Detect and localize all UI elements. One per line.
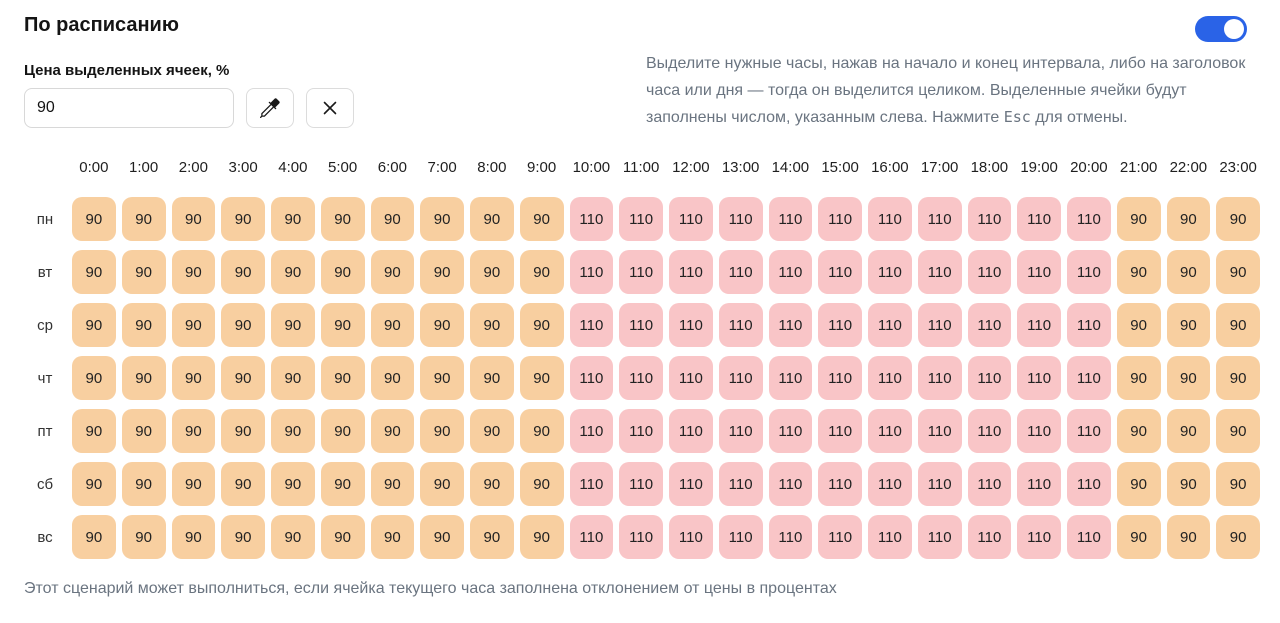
esc-key-label: Esc: [1003, 108, 1031, 126]
schedule-cell[interactable]: 110: [619, 197, 663, 241]
schedule-cell[interactable]: 110: [818, 409, 862, 453]
schedule-cell[interactable]: 110: [1067, 409, 1111, 453]
schedule-cell[interactable]: 90: [271, 356, 315, 400]
hour-header-16:00[interactable]: 16:00: [871, 159, 909, 176]
schedule-cell[interactable]: 90: [321, 197, 365, 241]
schedule-cell[interactable]: 90: [221, 197, 265, 241]
schedule-cell[interactable]: 110: [1067, 303, 1111, 347]
schedule-cell[interactable]: 90: [321, 515, 365, 559]
schedule-cell[interactable]: 110: [918, 303, 962, 347]
schedule-cell[interactable]: 110: [968, 356, 1012, 400]
footer-note: Этот сценарий может выполниться, если ячейка текущего часа заполнена отклонением от цены в процентах: [24, 580, 837, 597]
hour-header-7:00[interactable]: 7:00: [427, 159, 457, 176]
schedule-cell[interactable]: 90: [1117, 356, 1161, 400]
pipette-button[interactable]: [246, 88, 294, 128]
instructions-text: [646, 50, 1260, 131]
schedule-cell[interactable]: 90: [371, 356, 415, 400]
schedule-cell[interactable]: 90: [72, 250, 116, 294]
schedule-cell[interactable]: 90: [371, 303, 415, 347]
schedule-cell[interactable]: 90: [1167, 462, 1211, 506]
schedule-cell[interactable]: 110: [1067, 356, 1111, 400]
hour-header-11:00[interactable]: 11:00: [622, 159, 660, 176]
day-label-ср[interactable]: ср: [37, 316, 53, 334]
schedule-cell[interactable]: 110: [818, 356, 862, 400]
hour-header-5:00[interactable]: 5:00: [328, 159, 358, 176]
schedule-cell[interactable]: 110: [1017, 356, 1061, 400]
schedule-cell[interactable]: 110: [619, 409, 663, 453]
schedule-cell[interactable]: 90: [520, 515, 564, 559]
schedule-cell[interactable]: 90: [321, 356, 365, 400]
hour-header-21:00[interactable]: 21:00: [1119, 159, 1158, 176]
schedule-cell[interactable]: 90: [221, 250, 265, 294]
instructions-part2: для отмены.: [1030, 109, 1128, 126]
schedule-cell[interactable]: 110: [968, 515, 1012, 559]
schedule-cell[interactable]: 90: [1216, 250, 1260, 294]
day-label-чт[interactable]: чт: [37, 369, 53, 387]
schedule-cell[interactable]: 90: [72, 303, 116, 347]
hour-header-14:00[interactable]: 14:00: [771, 159, 810, 176]
schedule-cell[interactable]: 110: [918, 197, 962, 241]
day-label-вт[interactable]: вт: [37, 263, 53, 281]
hour-header-10:00[interactable]: 10:00: [572, 159, 611, 176]
schedule-cell[interactable]: 90: [420, 462, 464, 506]
schedule-cell[interactable]: 90: [470, 250, 514, 294]
schedule-cell[interactable]: 110: [769, 197, 813, 241]
hour-header-9:00[interactable]: 9:00: [527, 159, 557, 176]
schedule-cell[interactable]: 90: [420, 356, 464, 400]
schedule-cell[interactable]: 110: [918, 515, 962, 559]
schedule-cell[interactable]: 90: [72, 515, 116, 559]
schedule-cell[interactable]: 90: [1117, 462, 1161, 506]
schedule-cell[interactable]: 90: [1167, 250, 1211, 294]
schedule-cell[interactable]: 90: [72, 409, 116, 453]
schedule-cell[interactable]: 90: [520, 462, 564, 506]
schedule-cell[interactable]: 90: [420, 250, 464, 294]
schedule-cell[interactable]: 90: [1167, 197, 1211, 241]
schedule-cell[interactable]: 90: [1117, 197, 1161, 241]
hour-header-18:00[interactable]: 18:00: [970, 159, 1009, 176]
schedule-cell[interactable]: 110: [868, 197, 912, 241]
schedule-cell[interactable]: 90: [122, 197, 166, 241]
schedule-cell[interactable]: 90: [72, 197, 116, 241]
schedule-cell[interactable]: 110: [868, 250, 912, 294]
schedule-cell[interactable]: 90: [1117, 303, 1161, 347]
eyedropper-icon: [260, 98, 280, 118]
schedule-cell[interactable]: 90: [221, 303, 265, 347]
schedule-cell[interactable]: 110: [719, 515, 763, 559]
schedule-cell[interactable]: 110: [719, 462, 763, 506]
schedule-cell[interactable]: 90: [172, 462, 216, 506]
schedule-cell[interactable]: 110: [1017, 303, 1061, 347]
schedule-cell[interactable]: 90: [420, 409, 464, 453]
schedule-cell[interactable]: 110: [918, 462, 962, 506]
schedule-cell[interactable]: 90: [122, 356, 166, 400]
hour-header-3:00[interactable]: 3:00: [228, 159, 258, 176]
page-title: По расписанию: [24, 14, 179, 36]
schedule-cell[interactable]: 90: [271, 197, 315, 241]
hour-header-17:00[interactable]: 17:00: [920, 159, 959, 176]
schedule-cell[interactable]: 90: [172, 356, 216, 400]
schedule-cell[interactable]: 110: [719, 197, 763, 241]
schedule-cell[interactable]: 110: [1017, 409, 1061, 453]
schedule-cell[interactable]: 90: [321, 303, 365, 347]
schedule-cell[interactable]: 110: [968, 462, 1012, 506]
schedule-cell[interactable]: 110: [918, 250, 962, 294]
schedule-cell[interactable]: 110: [968, 250, 1012, 294]
day-label-сб[interactable]: сб: [36, 475, 54, 493]
schedule-cell[interactable]: 90: [221, 409, 265, 453]
clear-button[interactable]: [306, 88, 354, 128]
schedule-cell[interactable]: 90: [520, 409, 564, 453]
schedule-cell[interactable]: 110: [669, 356, 713, 400]
schedule-cell[interactable]: 90: [371, 409, 415, 453]
schedule-cell[interactable]: 110: [570, 462, 614, 506]
schedule-cell[interactable]: 110: [818, 250, 862, 294]
schedule-cell[interactable]: 110: [868, 356, 912, 400]
schedule-cell[interactable]: 90: [470, 515, 514, 559]
schedule-cell[interactable]: 110: [968, 303, 1012, 347]
schedule-cell[interactable]: 110: [1017, 250, 1061, 294]
schedule-cell[interactable]: 110: [619, 515, 663, 559]
hour-header-4:00[interactable]: 4:00: [278, 159, 308, 176]
schedule-cell[interactable]: 90: [321, 462, 365, 506]
day-label-пт[interactable]: пт: [37, 422, 53, 440]
schedule-cell[interactable]: 90: [1167, 356, 1211, 400]
schedule-cell[interactable]: 110: [769, 409, 813, 453]
schedule-cell[interactable]: 110: [769, 462, 813, 506]
schedule-cell[interactable]: 90: [1117, 515, 1161, 559]
schedule-cell[interactable]: 90: [172, 515, 216, 559]
schedule-cell[interactable]: 110: [570, 197, 614, 241]
schedule-cell[interactable]: 90: [1216, 356, 1260, 400]
hour-header-0:00[interactable]: 0:00: [79, 159, 109, 176]
schedule-cell[interactable]: 90: [122, 409, 166, 453]
schedule-cell[interactable]: 90: [122, 250, 166, 294]
schedule-cell[interactable]: 90: [221, 356, 265, 400]
schedule-cell[interactable]: 110: [719, 303, 763, 347]
schedule-cell[interactable]: 90: [1117, 409, 1161, 453]
schedule-cell[interactable]: 90: [172, 197, 216, 241]
schedule-cell[interactable]: 110: [570, 303, 614, 347]
schedule-cell[interactable]: 110: [719, 356, 763, 400]
schedule-cell[interactable]: 90: [470, 356, 514, 400]
schedule-cell[interactable]: 90: [371, 197, 415, 241]
day-label-пн[interactable]: пн: [36, 210, 54, 228]
schedule-cell[interactable]: 110: [868, 515, 912, 559]
schedule-cell[interactable]: 110: [769, 356, 813, 400]
schedule-cell[interactable]: 110: [719, 250, 763, 294]
schedule-cell[interactable]: 90: [1117, 250, 1161, 294]
schedule-cell[interactable]: 90: [271, 303, 315, 347]
close-icon: [321, 99, 339, 117]
schedule-cell[interactable]: 110: [719, 409, 763, 453]
schedule-cell[interactable]: 90: [470, 303, 514, 347]
day-label-вс[interactable]: вс: [37, 528, 53, 546]
schedule-cell[interactable]: 110: [1067, 462, 1111, 506]
schedule-cell[interactable]: 110: [769, 303, 813, 347]
schedule-cell[interactable]: 90: [122, 462, 166, 506]
schedule-cell[interactable]: 110: [1017, 515, 1061, 559]
schedule-cell[interactable]: 110: [818, 462, 862, 506]
schedule-cell[interactable]: 90: [72, 356, 116, 400]
hour-header-20:00[interactable]: 20:00: [1070, 159, 1108, 176]
schedule-cell[interactable]: 90: [221, 462, 265, 506]
schedule-cell[interactable]: 110: [1067, 250, 1111, 294]
schedule-cell[interactable]: 110: [619, 462, 663, 506]
price-input-label: Цена выделенных ячеек, %: [24, 62, 230, 79]
schedule-cell[interactable]: 90: [420, 515, 464, 559]
schedule-cell[interactable]: 90: [470, 197, 514, 241]
schedule-cell[interactable]: 90: [271, 515, 315, 559]
grid-corner: [24, 158, 66, 188]
schedule-cell[interactable]: 110: [619, 356, 663, 400]
schedule-cell[interactable]: 90: [1216, 515, 1260, 559]
schedule-grid: [24, 158, 1260, 559]
schedule-cell[interactable]: 90: [1167, 409, 1211, 453]
hour-header-13:00[interactable]: 13:00: [721, 159, 760, 176]
schedule-cell[interactable]: 110: [619, 250, 663, 294]
schedule-cell[interactable]: 90: [72, 462, 116, 506]
hour-header-8:00[interactable]: 8:00: [477, 159, 507, 176]
schedule-cell[interactable]: 90: [321, 250, 365, 294]
schedule-cell[interactable]: 110: [669, 462, 713, 506]
schedule-cell[interactable]: 90: [321, 409, 365, 453]
schedule-cell[interactable]: 110: [818, 303, 862, 347]
schedule-toggle[interactable]: [1195, 16, 1247, 42]
schedule-cell[interactable]: 90: [1216, 197, 1260, 241]
schedule-cell[interactable]: 110: [918, 409, 962, 453]
schedule-cell[interactable]: 110: [769, 515, 813, 559]
schedule-cell[interactable]: 110: [619, 303, 663, 347]
schedule-cell[interactable]: 110: [570, 409, 614, 453]
instructions-part1: Выделите нужные часы, нажав на начало и конец интервала, либо на заголовок часа или дня — тогда он выделится целиком. Выделенные ячейки будут заполнены числом, указанным слева. Нажмите: [646, 55, 1246, 126]
schedule-cell[interactable]: 90: [520, 303, 564, 347]
schedule-cell[interactable]: 110: [669, 250, 713, 294]
hour-header-1:00[interactable]: 1:00: [129, 159, 159, 176]
toggle-knob-icon: [1224, 19, 1244, 39]
schedule-cell[interactable]: 90: [221, 515, 265, 559]
schedule-cell[interactable]: 110: [968, 409, 1012, 453]
schedule-cell[interactable]: 110: [669, 409, 713, 453]
price-input[interactable]: [24, 88, 234, 128]
schedule-cell[interactable]: 90: [1167, 303, 1211, 347]
schedule-cell[interactable]: 110: [868, 303, 912, 347]
schedule-cell[interactable]: 110: [918, 356, 962, 400]
schedule-cell[interactable]: 90: [420, 303, 464, 347]
schedule-cell[interactable]: 90: [520, 356, 564, 400]
schedule-cell[interactable]: 110: [968, 197, 1012, 241]
schedule-cell[interactable]: 110: [1017, 462, 1061, 506]
schedule-cell[interactable]: 110: [570, 356, 614, 400]
schedule-cell[interactable]: 110: [570, 250, 614, 294]
hour-header-23:00[interactable]: 23:00: [1219, 159, 1257, 176]
schedule-cell[interactable]: 110: [669, 515, 713, 559]
schedule-cell[interactable]: 90: [371, 462, 415, 506]
schedule-cell[interactable]: 110: [868, 462, 912, 506]
schedule-cell[interactable]: 90: [470, 462, 514, 506]
hour-header-19:00[interactable]: 19:00: [1020, 159, 1058, 176]
schedule-cell[interactable]: 90: [1216, 409, 1260, 453]
schedule-cell[interactable]: 110: [1017, 197, 1061, 241]
schedule-cell[interactable]: 90: [271, 409, 315, 453]
schedule-cell[interactable]: 110: [1067, 515, 1111, 559]
schedule-cell[interactable]: 90: [520, 250, 564, 294]
schedule-cell[interactable]: 90: [1167, 515, 1211, 559]
schedule-cell[interactable]: 90: [470, 409, 514, 453]
schedule-cell[interactable]: 90: [271, 250, 315, 294]
schedule-cell[interactable]: 90: [122, 515, 166, 559]
schedule-cell[interactable]: 90: [371, 515, 415, 559]
hour-header-22:00[interactable]: 22:00: [1169, 159, 1208, 176]
schedule-cell[interactable]: 90: [271, 462, 315, 506]
schedule-cell[interactable]: 110: [818, 197, 862, 241]
schedule-cell[interactable]: 110: [570, 515, 614, 559]
hour-header-12:00[interactable]: 12:00: [672, 159, 710, 176]
schedule-cell[interactable]: 90: [172, 303, 216, 347]
schedule-cell[interactable]: 110: [769, 250, 813, 294]
schedule-cell[interactable]: 90: [172, 250, 216, 294]
hour-header-6:00[interactable]: 6:00: [377, 159, 407, 176]
schedule-cell[interactable]: 90: [1216, 462, 1260, 506]
schedule-cell[interactable]: 110: [818, 515, 862, 559]
schedule-cell[interactable]: 110: [868, 409, 912, 453]
schedule-cell[interactable]: 90: [1216, 303, 1260, 347]
schedule-cell[interactable]: 110: [669, 303, 713, 347]
schedule-cell[interactable]: 90: [172, 409, 216, 453]
schedule-cell[interactable]: 90: [420, 197, 464, 241]
schedule-cell[interactable]: 90: [122, 303, 166, 347]
hour-header-2:00[interactable]: 2:00: [178, 159, 208, 176]
schedule-cell[interactable]: 90: [520, 197, 564, 241]
schedule-cell[interactable]: 110: [669, 197, 713, 241]
schedule-cell[interactable]: 110: [1067, 197, 1111, 241]
hour-header-15:00[interactable]: 15:00: [821, 159, 859, 176]
schedule-cell[interactable]: 90: [371, 250, 415, 294]
